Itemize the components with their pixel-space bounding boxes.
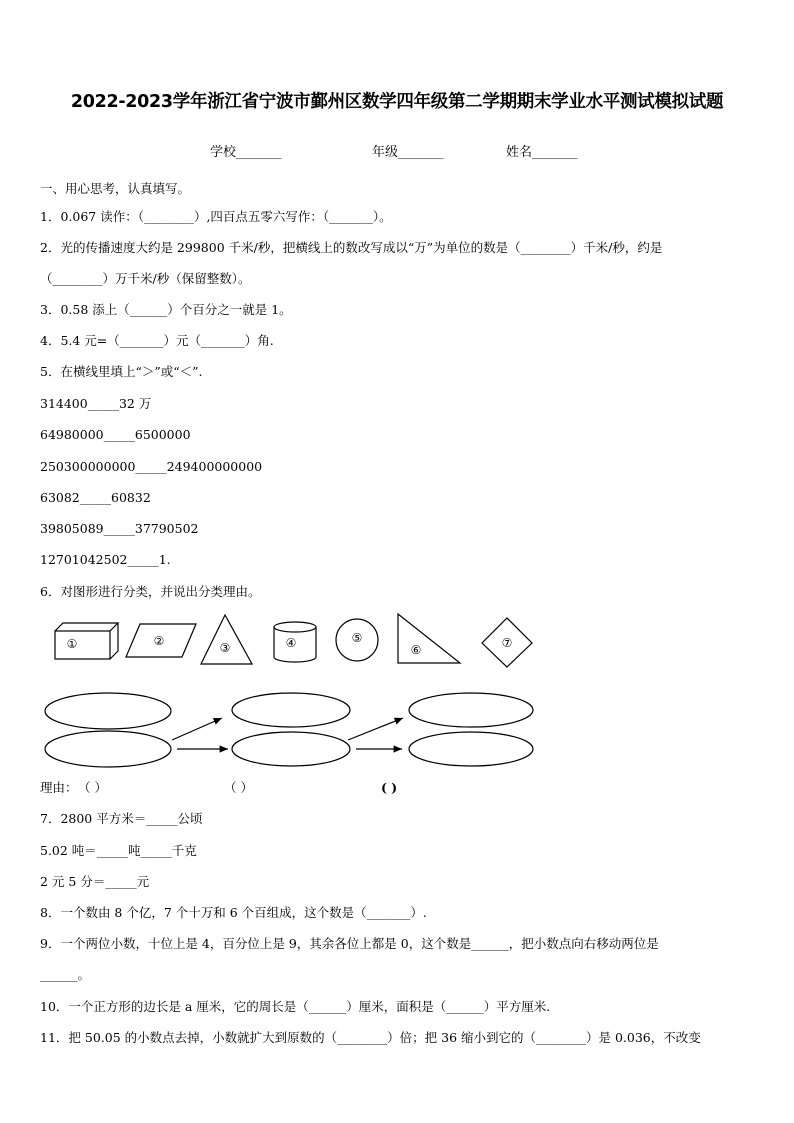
question-7-part: 2 元 5 分＝_____元 [40, 874, 150, 889]
group-ellipse [409, 693, 533, 727]
arrow [348, 718, 403, 740]
question-2: 2．光的传播速度大约是 299800 千米/秒，把横线上的数改写成以“万”为单位的数是（________）千米/秒，约是 [40, 240, 663, 255]
shape-label: ⑦ [501, 636, 513, 650]
compare-item: 39805089_____37790502 [40, 521, 199, 536]
shape-label: ④ [285, 636, 297, 650]
shape-label: ⑤ [351, 631, 363, 645]
question-6: 6．对图形进行分类，并说出分类理由。 [40, 584, 261, 599]
arrow [172, 718, 222, 740]
compare-item: 64980000_____6500000 [40, 427, 191, 442]
right-triangle-shape [398, 614, 460, 663]
compare-item: 12701042502_____1. [40, 552, 171, 567]
shape-label: ⑥ [410, 643, 422, 657]
reason-blank-1: （ ） [78, 780, 107, 795]
question-5: 5．在横线里填上“＞”或“＜”. [40, 364, 203, 379]
question-9-continued: ______。 [40, 967, 91, 982]
section-heading: 一、用心思考，认真填写。 [40, 181, 191, 196]
grade-field: 年级_______ [372, 145, 444, 160]
question-9: 9．一个两位小数，十位上是 4，百分位上是 9，其余各位上都是 0，这个数是______，把小数点向右移动两位是 [40, 936, 659, 951]
reason-label: 理由： [40, 780, 78, 795]
page-title: 2022-2023学年浙江省宁波市鄞州区数学四年级第二学期期末学业水平测试模拟试题 [70, 92, 724, 112]
compare-item: 63082_____60832 [40, 490, 151, 505]
group-ellipse [232, 693, 350, 727]
shape-label: ② [153, 634, 165, 648]
question-7-part: 5.02 吨＝_____吨_____千克 [40, 843, 197, 858]
reason-blank-3: ( ) [381, 780, 398, 795]
question-10: 10．一个正方形的边长是 a 厘米，它的周长是（______）厘米，面积是（______）平方厘米. [40, 999, 551, 1014]
question-1: 1．0.067 读作：（________）,四百点五零六写作：（_______）。 [40, 209, 392, 224]
school-field: 学校_______ [210, 145, 282, 160]
question-3: 3．0.58 添上（______）个百分之一就是 1。 [40, 302, 292, 317]
group-ellipse [45, 693, 171, 729]
question-4: 4．5.4 元=（_______）元（_______）角. [40, 333, 274, 348]
group-ellipse [232, 732, 350, 766]
reason-blank-2: （ ） [224, 780, 253, 795]
name-field: 姓名_______ [506, 145, 578, 160]
triangle-shape [201, 615, 252, 664]
shape-label: ① [66, 637, 78, 651]
shape-label: ③ [219, 641, 231, 655]
question-11: 11．把 50.05 的小数点去掉，小数就扩大到原数的（________）倍；把 36 缩小到它的（________）是 0.036，不改变 [40, 1030, 701, 1045]
question-7: 7．2800 平方米＝_____公顷 [40, 811, 203, 826]
compare-item: 314400_____32 万 [40, 396, 152, 411]
question-8: 8．一个数由 8 个亿，7 个十万和 6 个百组成，这个数是（_______）. [40, 905, 427, 920]
compare-item: 250300000000_____249400000000 [40, 459, 263, 474]
question-2-continued: （________）万千米/秒（保留整数）。 [40, 271, 251, 286]
group-ellipse [45, 731, 171, 767]
group-ellipse [409, 732, 533, 766]
cuboid-shape [55, 623, 118, 659]
